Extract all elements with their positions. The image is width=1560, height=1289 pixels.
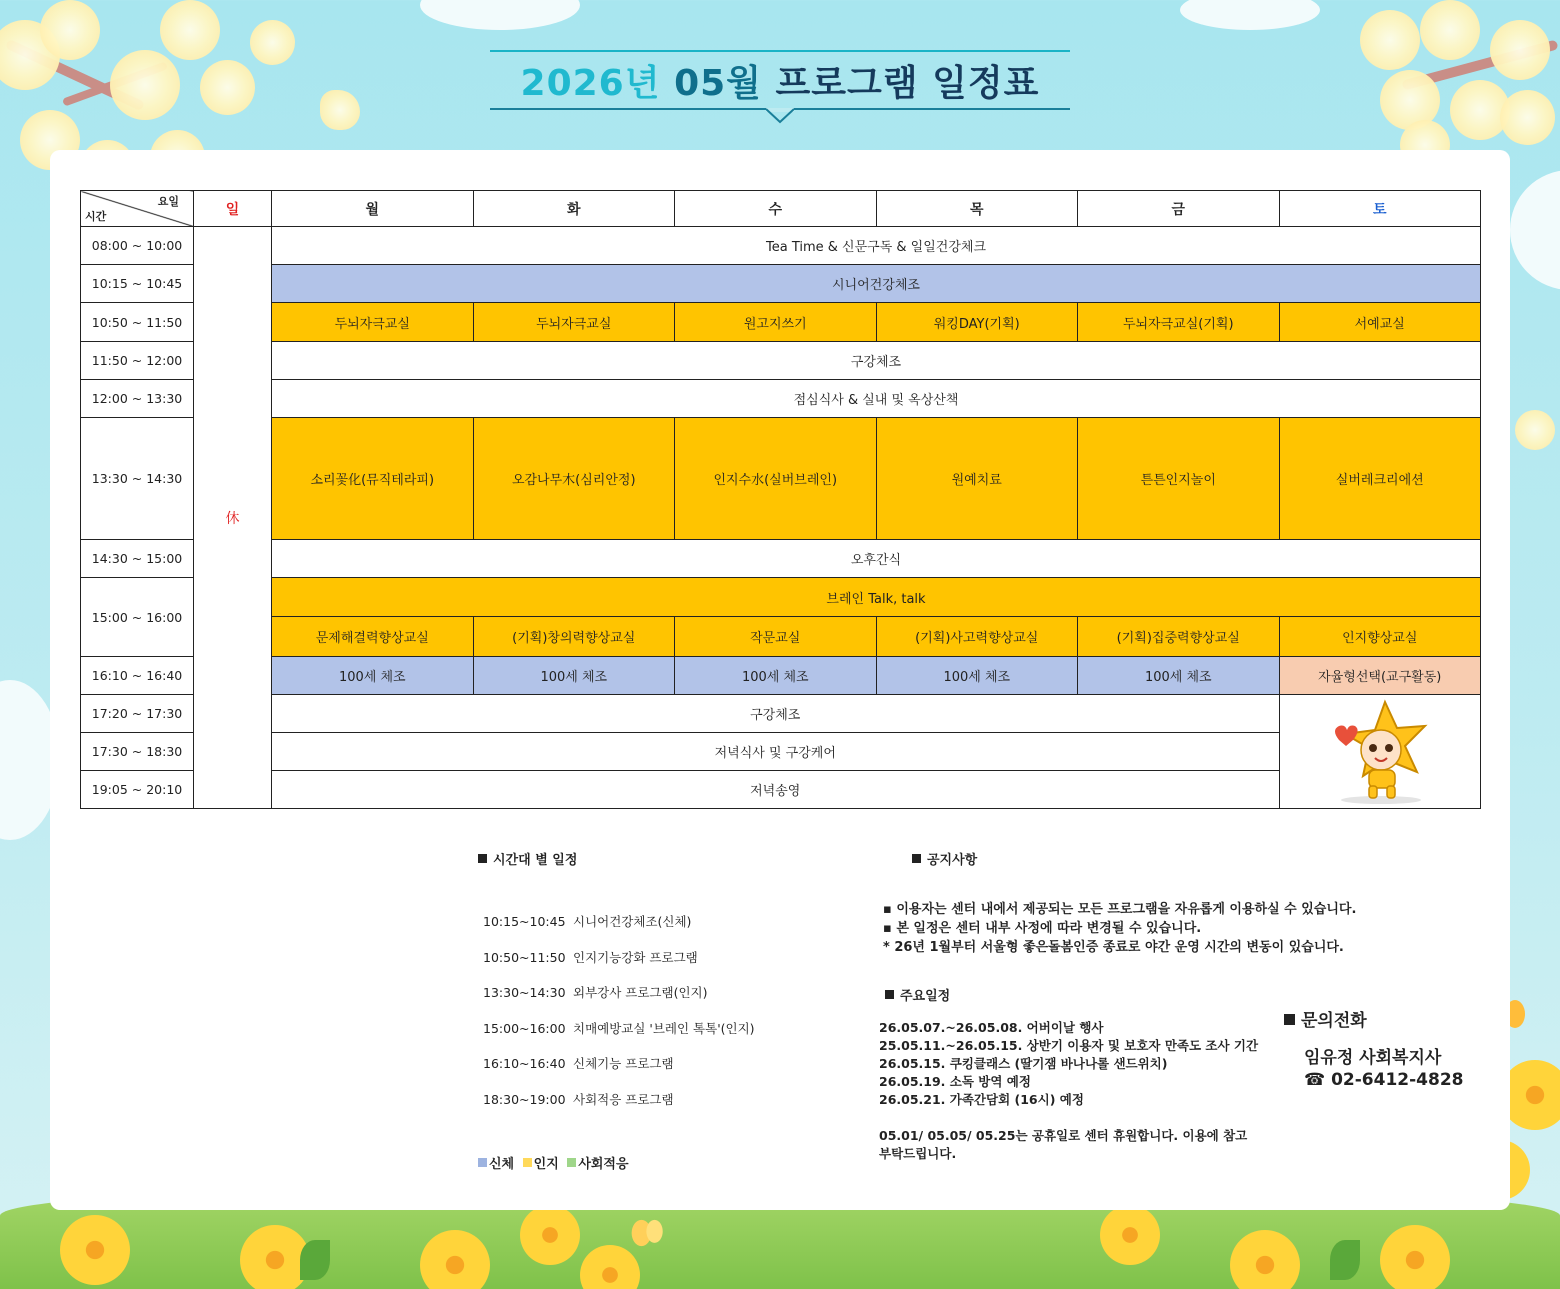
program-cell: 시니어건강체조 [272, 265, 1481, 303]
corner-cell [81, 191, 194, 227]
program-cell: 실버레크리에션 [1279, 418, 1481, 540]
list-item [483, 948, 755, 984]
program-cell: 오감나무木(심리안정) [473, 418, 675, 540]
time-schedule-heading [478, 849, 577, 868]
program-cell: 인지향상교실 [1279, 617, 1481, 657]
day-header-sun: 일 [194, 191, 272, 227]
program-cell: 100세 체조 [272, 657, 474, 695]
item-time: 16:10~16:40 [483, 1056, 566, 1071]
program-cell: 서예교실 [1279, 303, 1481, 342]
program-cell: 100세 체조 [473, 657, 675, 695]
square-bullet-icon [912, 854, 921, 863]
program-cell: 튼튼인지놀이 [1078, 418, 1280, 540]
table-row [81, 265, 1481, 303]
item-label: 신체기능 프로그램 [573, 1056, 674, 1071]
table-row [81, 695, 1481, 733]
title-year: 2026년 [520, 62, 661, 104]
program-cell: 구강체조 [272, 695, 1280, 733]
legend-swatch-blue [478, 1158, 487, 1167]
program-cell: (기획)사고력향상교실 [876, 617, 1078, 657]
header-row [81, 191, 1481, 227]
table-row [81, 303, 1481, 342]
event-line: 26.05.21. 가족간담회 (16시) 예정 [879, 1092, 1084, 1107]
contact-name: 임유정 사회복지사 [1304, 1048, 1442, 1068]
title-text: 프로그램 일정표 [775, 62, 1040, 104]
item-label: 외부강사 프로그램(인지) [573, 985, 708, 1000]
corner-day-label: 요일 [157, 195, 179, 208]
item-time: 10:50~11:50 [483, 949, 566, 965]
program-cell: 두뇌자극교실(기획) [1078, 303, 1280, 342]
program-cell: 점심식사 & 실내 및 옥상산책 [272, 380, 1481, 418]
page-title-banner [490, 50, 1070, 110]
program-cell: 인지수水(실버브레인) [675, 418, 877, 540]
list-item [483, 1054, 755, 1090]
item-label: 사회적응 프로그램 [573, 1091, 674, 1107]
event-line: 26.05.19. 소독 방역 예정 [879, 1074, 1031, 1089]
list-item [483, 912, 755, 948]
schedule-table [80, 190, 1481, 809]
notice-line: ▪ 이용자는 센터 내에서 제공되는 모든 프로그램을 자유롭게 이용하실 수 있습니다. [883, 902, 1357, 917]
program-cell: 100세 체조 [1078, 657, 1280, 695]
event-line: 26.05.15. 쿠킹클래스 (딸기잼 바나나롤 샌드위치) [879, 1056, 1168, 1071]
time-cell: 14:30 ~ 15:00 [81, 540, 194, 578]
contact-heading-text: 문의전화 [1301, 1011, 1367, 1031]
item-label: 인지기능강화 프로그램 [573, 949, 698, 965]
events-list [879, 1019, 1258, 1163]
notice-heading-text: 공지사항 [927, 853, 978, 868]
category-legend [478, 1153, 629, 1172]
table-row [81, 418, 1481, 540]
events-heading-text: 주요일정 [900, 989, 951, 1004]
square-bullet-icon [885, 990, 894, 999]
item-time: 18:30~19:00 [483, 1091, 566, 1107]
time-cell: 13:30 ~ 14:30 [81, 418, 194, 540]
table-row [81, 771, 1481, 809]
day-header-sat: 토 [1279, 191, 1481, 227]
table-row [81, 342, 1481, 380]
program-cell: Tea Time & 신문구독 & 일일건강체크 [272, 227, 1481, 265]
program-cell: 저녁송영 [272, 771, 1280, 809]
table-row [81, 380, 1481, 418]
time-schedule-list [483, 912, 755, 1125]
square-bullet-icon [478, 854, 487, 863]
program-cell: 두뇌자극교실 [473, 303, 675, 342]
day-header-mon: 월 [272, 191, 474, 227]
time-cell: 17:20 ~ 17:30 [81, 695, 194, 733]
table-row [81, 733, 1481, 771]
program-cell: 원고지쓰기 [675, 303, 877, 342]
notice-line: * 26년 1월부터 서울형 좋은돌봄인증 종료로 야간 운영 시간의 변동이 있습니다. [883, 940, 1344, 955]
notice-list [883, 900, 1356, 957]
closure-notice: 부탁드립니다. [879, 1146, 957, 1161]
program-cell: 워킹DAY(기획) [876, 303, 1078, 342]
day-header-wed: 수 [675, 191, 877, 227]
item-time: 13:30~14:30 [483, 985, 566, 1000]
program-cell: (기획)집중력향상교실 [1078, 617, 1280, 657]
time-cell: 16:10 ~ 16:40 [81, 657, 194, 695]
star-mascot-icon [1315, 698, 1445, 806]
events-heading [885, 985, 950, 1004]
day-header-fri: 금 [1078, 191, 1280, 227]
table-row [81, 657, 1481, 695]
notice-line: ▪ 본 일정은 센터 내부 사정에 따라 변경될 수 있습니다. [883, 921, 1202, 936]
time-cell: 19:05 ~ 20:10 [81, 771, 194, 809]
day-header-tue: 화 [473, 191, 675, 227]
time-cell: 15:00 ~ 16:00 [81, 578, 194, 657]
legend-swatch-green [567, 1158, 576, 1167]
time-schedule-heading-text: 시간대 별 일정 [493, 853, 578, 868]
program-cell: 원예치료 [876, 418, 1078, 540]
item-time: 10:15~10:45 [483, 914, 566, 929]
time-cell: 17:30 ~ 18:30 [81, 733, 194, 771]
time-cell: 10:50 ~ 11:50 [81, 303, 194, 342]
program-cell: 저녁식사 및 구강케어 [272, 733, 1280, 771]
list-item [483, 1019, 755, 1055]
sunday-rest-cell: 休 [194, 227, 272, 809]
item-label: 치매예방교실 '브레인 톡톡'(인지) [573, 1020, 755, 1036]
corner-time-label: 시간 [85, 210, 107, 223]
program-cell: 100세 체조 [876, 657, 1078, 695]
closure-notice: 05.01/ 05.05/ 05.25는 공휴일로 센터 휴원합니다. 이용에 참고 [879, 1128, 1248, 1143]
day-header-thu: 목 [876, 191, 1078, 227]
time-cell: 10:15 ~ 10:45 [81, 265, 194, 303]
item-time: 15:00~16:00 [483, 1020, 566, 1036]
item-label: 시니어건강체조(신체) [573, 914, 692, 929]
contact-box [1284, 1006, 1464, 1090]
legend-label: 인지 [533, 1157, 559, 1172]
program-cell: 100세 체조 [675, 657, 877, 695]
time-cell: 08:00 ~ 10:00 [81, 227, 194, 265]
contact-phone: ☎ 02-6412-4828 [1304, 1070, 1464, 1090]
program-cell: 문제해결력향상교실 [272, 617, 474, 657]
contact-heading [1284, 1006, 1464, 1031]
program-cell: 브레인 Talk, talk [272, 578, 1481, 617]
table-row [81, 578, 1481, 617]
legend-label: 신체 [489, 1157, 515, 1172]
program-cell: 소리꽃化(뮤직테라피) [272, 418, 474, 540]
list-item [483, 983, 755, 1019]
program-cell: 작문교실 [675, 617, 877, 657]
table-row [81, 617, 1481, 657]
title-month: 05월 [674, 62, 762, 104]
program-cell: 오후간식 [272, 540, 1481, 578]
page-title [521, 55, 1040, 106]
program-cell: 구강체조 [272, 342, 1481, 380]
time-cell: 11:50 ~ 12:00 [81, 342, 194, 380]
event-line: 26.05.07.~26.05.08. 어버이날 행사 [879, 1020, 1104, 1035]
mascot-cell [1279, 695, 1481, 809]
table-row [81, 227, 1481, 265]
program-cell: (기획)창의력향상교실 [473, 617, 675, 657]
program-cell: 자율형선택(교구활동) [1279, 657, 1481, 695]
notice-heading [912, 849, 977, 868]
list-item [483, 1090, 755, 1126]
table-row [81, 540, 1481, 578]
square-bullet-icon [1284, 1014, 1295, 1025]
legend-label: 사회적응 [578, 1157, 629, 1172]
time-cell: 12:00 ~ 13:30 [81, 380, 194, 418]
title-chevron-down-icon [766, 108, 794, 124]
program-cell: 두뇌자극교실 [272, 303, 474, 342]
event-line: 25.05.11.~26.05.15. 상반기 이용자 및 보호자 만족도 조사 기간 [879, 1038, 1259, 1053]
legend-swatch-yellow [523, 1158, 532, 1167]
